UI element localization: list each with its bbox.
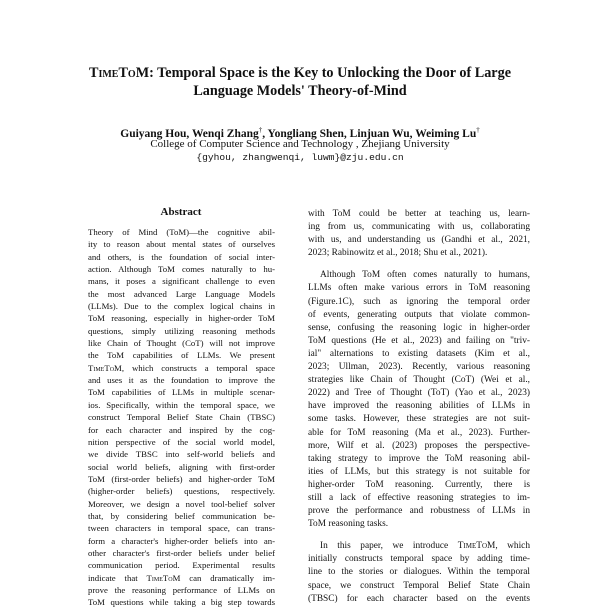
corresponding-mark: † <box>258 126 263 134</box>
abstract-line: ToM reasoning, especially in higher-order ToM <box>88 313 275 324</box>
body-paragraph-2-line: still a lack of effective reasoning strategies to im- <box>308 492 530 503</box>
abstract-line: and uses it as the foundation to improve the <box>88 375 275 386</box>
author-emails: {gyhou, zhangwenqi, luwm}@zju.edu.cn <box>196 152 404 163</box>
body-paragraph-1-line: with ToM could be better at teaching us, learn- <box>308 209 530 219</box>
abstract-line: action. Although ToM comes naturally to hu- <box>88 264 275 275</box>
abstract-line: for each character and inspired by the cog- <box>88 424 275 435</box>
abstract-line: tween characters in temporal space, can trans- <box>88 523 275 534</box>
body-paragraph-2-line: 2022) and Tree of Thought (ToT) (Yao et al., 2023) <box>308 388 530 399</box>
abstract-line: prove the reasoning performance of LLMs on <box>88 584 275 595</box>
abstract-line: the most advanced Large Language Models <box>88 288 275 299</box>
body-paragraph-2-line: have improved the reasoning abilities of LLMs in <box>308 401 530 412</box>
abstract-line: Moreover, we design a novel tool-belief solver <box>88 498 275 509</box>
body-paragraph-2-line: ToM reasoning tasks. <box>308 519 389 530</box>
affiliation: College of Computer Science and Technology , Zhejiang University <box>150 138 450 150</box>
body-paragraph-3-line: space, we construct Temporal Belief State Chain <box>308 580 530 591</box>
corresponding-mark-2: † <box>476 126 480 134</box>
body-column <box>308 208 530 606</box>
body-paragraph-2-line: LLMs often make various errors in ToM reasoning <box>308 283 530 294</box>
abstract-line: questions, simply utilizing reasoning methods <box>88 325 275 336</box>
body-paragraph-2-line: ToM questions (He et al., 2023) and failing on "triv- <box>308 335 530 346</box>
body-paragraph-2-line: more, Wilf et al. (2023) proposes the perspective- <box>308 440 530 451</box>
abstract-line: mans, it poses a significant challenge to even <box>88 276 275 287</box>
body-paragraph-1-line: ing from us, communicating with us, collaborating <box>308 222 530 233</box>
body-paragraph-2-line: some tasks. However, these strategies are not suit- <box>308 414 530 425</box>
abstract-line: construct Temporal Belief State Chain (TBSC) <box>88 412 275 423</box>
abstract-line: ToM questions while taking a big step towards <box>88 597 275 608</box>
body-paragraph-2-line: of events, generating outputs that violate common- <box>308 309 530 320</box>
abstract-line: indicate that TimeToM can dramatically im- <box>88 572 275 583</box>
abstract-line: social world beliefs, aligning with first-order <box>88 461 275 472</box>
abstract-line: we divide TBSC into self-world beliefs and <box>88 449 275 460</box>
paper-title-line-2: Language Models' Theory-of-Mind <box>193 83 407 99</box>
abstract-line: (higher-order beliefs) questions, respectively. <box>88 486 275 497</box>
body-paragraph-1-line: 2023; Rabinowitz et al., 2018; Shu et al., 2021). <box>308 248 488 259</box>
abstract-line: ios. Specifically, within the temporal space, we <box>88 399 275 410</box>
author-names: Guiyang Hou, Wenqi Zhang <box>120 127 259 140</box>
body-paragraph-3-line: In this paper, we introduce TimeToM, which <box>320 541 531 552</box>
author-names-rest: , Yongliang Shen, Linjuan Wu, Weiming Lu <box>262 127 477 140</box>
body-paragraph-3-line: initially constructs temporal space by adding time- <box>308 554 530 565</box>
abstract-line: nition perspective of the social world model, <box>88 436 275 447</box>
paper-title <box>60 64 540 100</box>
body-paragraph-2-line: ities of LLMs, but this strategy is not suitable for <box>308 466 530 477</box>
body-paragraph-2-line: 2023; Ullman, 2023). Recently, various reasoning <box>308 362 530 373</box>
body-paragraph-2-line: ial" alternations to existing datasets (Kim et al., <box>308 348 530 359</box>
abstract-line: TimeToM, which constructs a temporal space <box>88 362 275 373</box>
paragraph-gap <box>308 260 530 269</box>
abstract-line: ToM (first-order beliefs) and higher-order ToM <box>88 473 275 484</box>
abstract-line: the ToM capabilities of LLMs. We present <box>88 350 275 361</box>
body-paragraph-2-line: higher-order ToM reasoning. Currently, there is <box>308 479 530 490</box>
abstract-line: like Chain of Thought (CoT) will not improve <box>88 338 275 349</box>
body-paragraph-2-line: strategies like Chain of Thought (CoT) (Wei et al., <box>308 375 530 386</box>
abstract-line: ToM capabilities of LLMs in multiple scenar- <box>88 387 275 398</box>
paper-title-line-1: TimeToM: Temporal Space is the Key to Unlocking the Door of Large <box>88 65 511 81</box>
abstract-line: (LLMs). Due to the complex logical chains in <box>88 301 275 312</box>
abstract-line: form a character's higher-order beliefs into an- <box>88 535 275 546</box>
abstract-line: Theory of Mind (ToM)—the cognitive abil- <box>88 227 275 237</box>
body-paragraph-2-line: taking strategy to improve the ToM reasoning abil- <box>308 453 530 464</box>
abstract-line: ity to reason about mental states of ourselves <box>88 239 275 250</box>
body-paragraph-2-line: prove the performance and robustness of LLMs in <box>308 506 530 517</box>
abstract-line: and others, is the foundation of social inter- <box>88 251 275 262</box>
abstract-line: communication period. Experimental results <box>88 560 275 571</box>
body-paragraph-2-line: Although ToM often comes naturally to humans, <box>320 270 530 281</box>
body-paragraph-2-line: sense, confusing the reasoning logic in higher-order <box>308 322 530 333</box>
body-paragraph-2-line: (Figure.1C), such as ignoring the temporal order <box>308 296 530 307</box>
body-paragraph-3-line: line to the stories or dialogues. Within the temporal <box>308 567 530 578</box>
body-paragraph-1-line: with us, and understanding us (Gandhi et al., 2021, <box>308 235 530 246</box>
abstract-heading: Abstract <box>160 206 202 218</box>
abstract-line: other character's first-order beliefs under belief <box>88 547 275 558</box>
paragraph-gap <box>308 531 530 540</box>
abstract-text <box>88 226 275 609</box>
body-paragraph-3-line: (TBSC) for each character based on the events <box>308 593 530 604</box>
body-paragraph-2-line: able for ToM reasoning (Ma et al., 2023). Further- <box>308 427 530 438</box>
abstract-line: that, by considering belief communication be- <box>88 510 275 521</box>
